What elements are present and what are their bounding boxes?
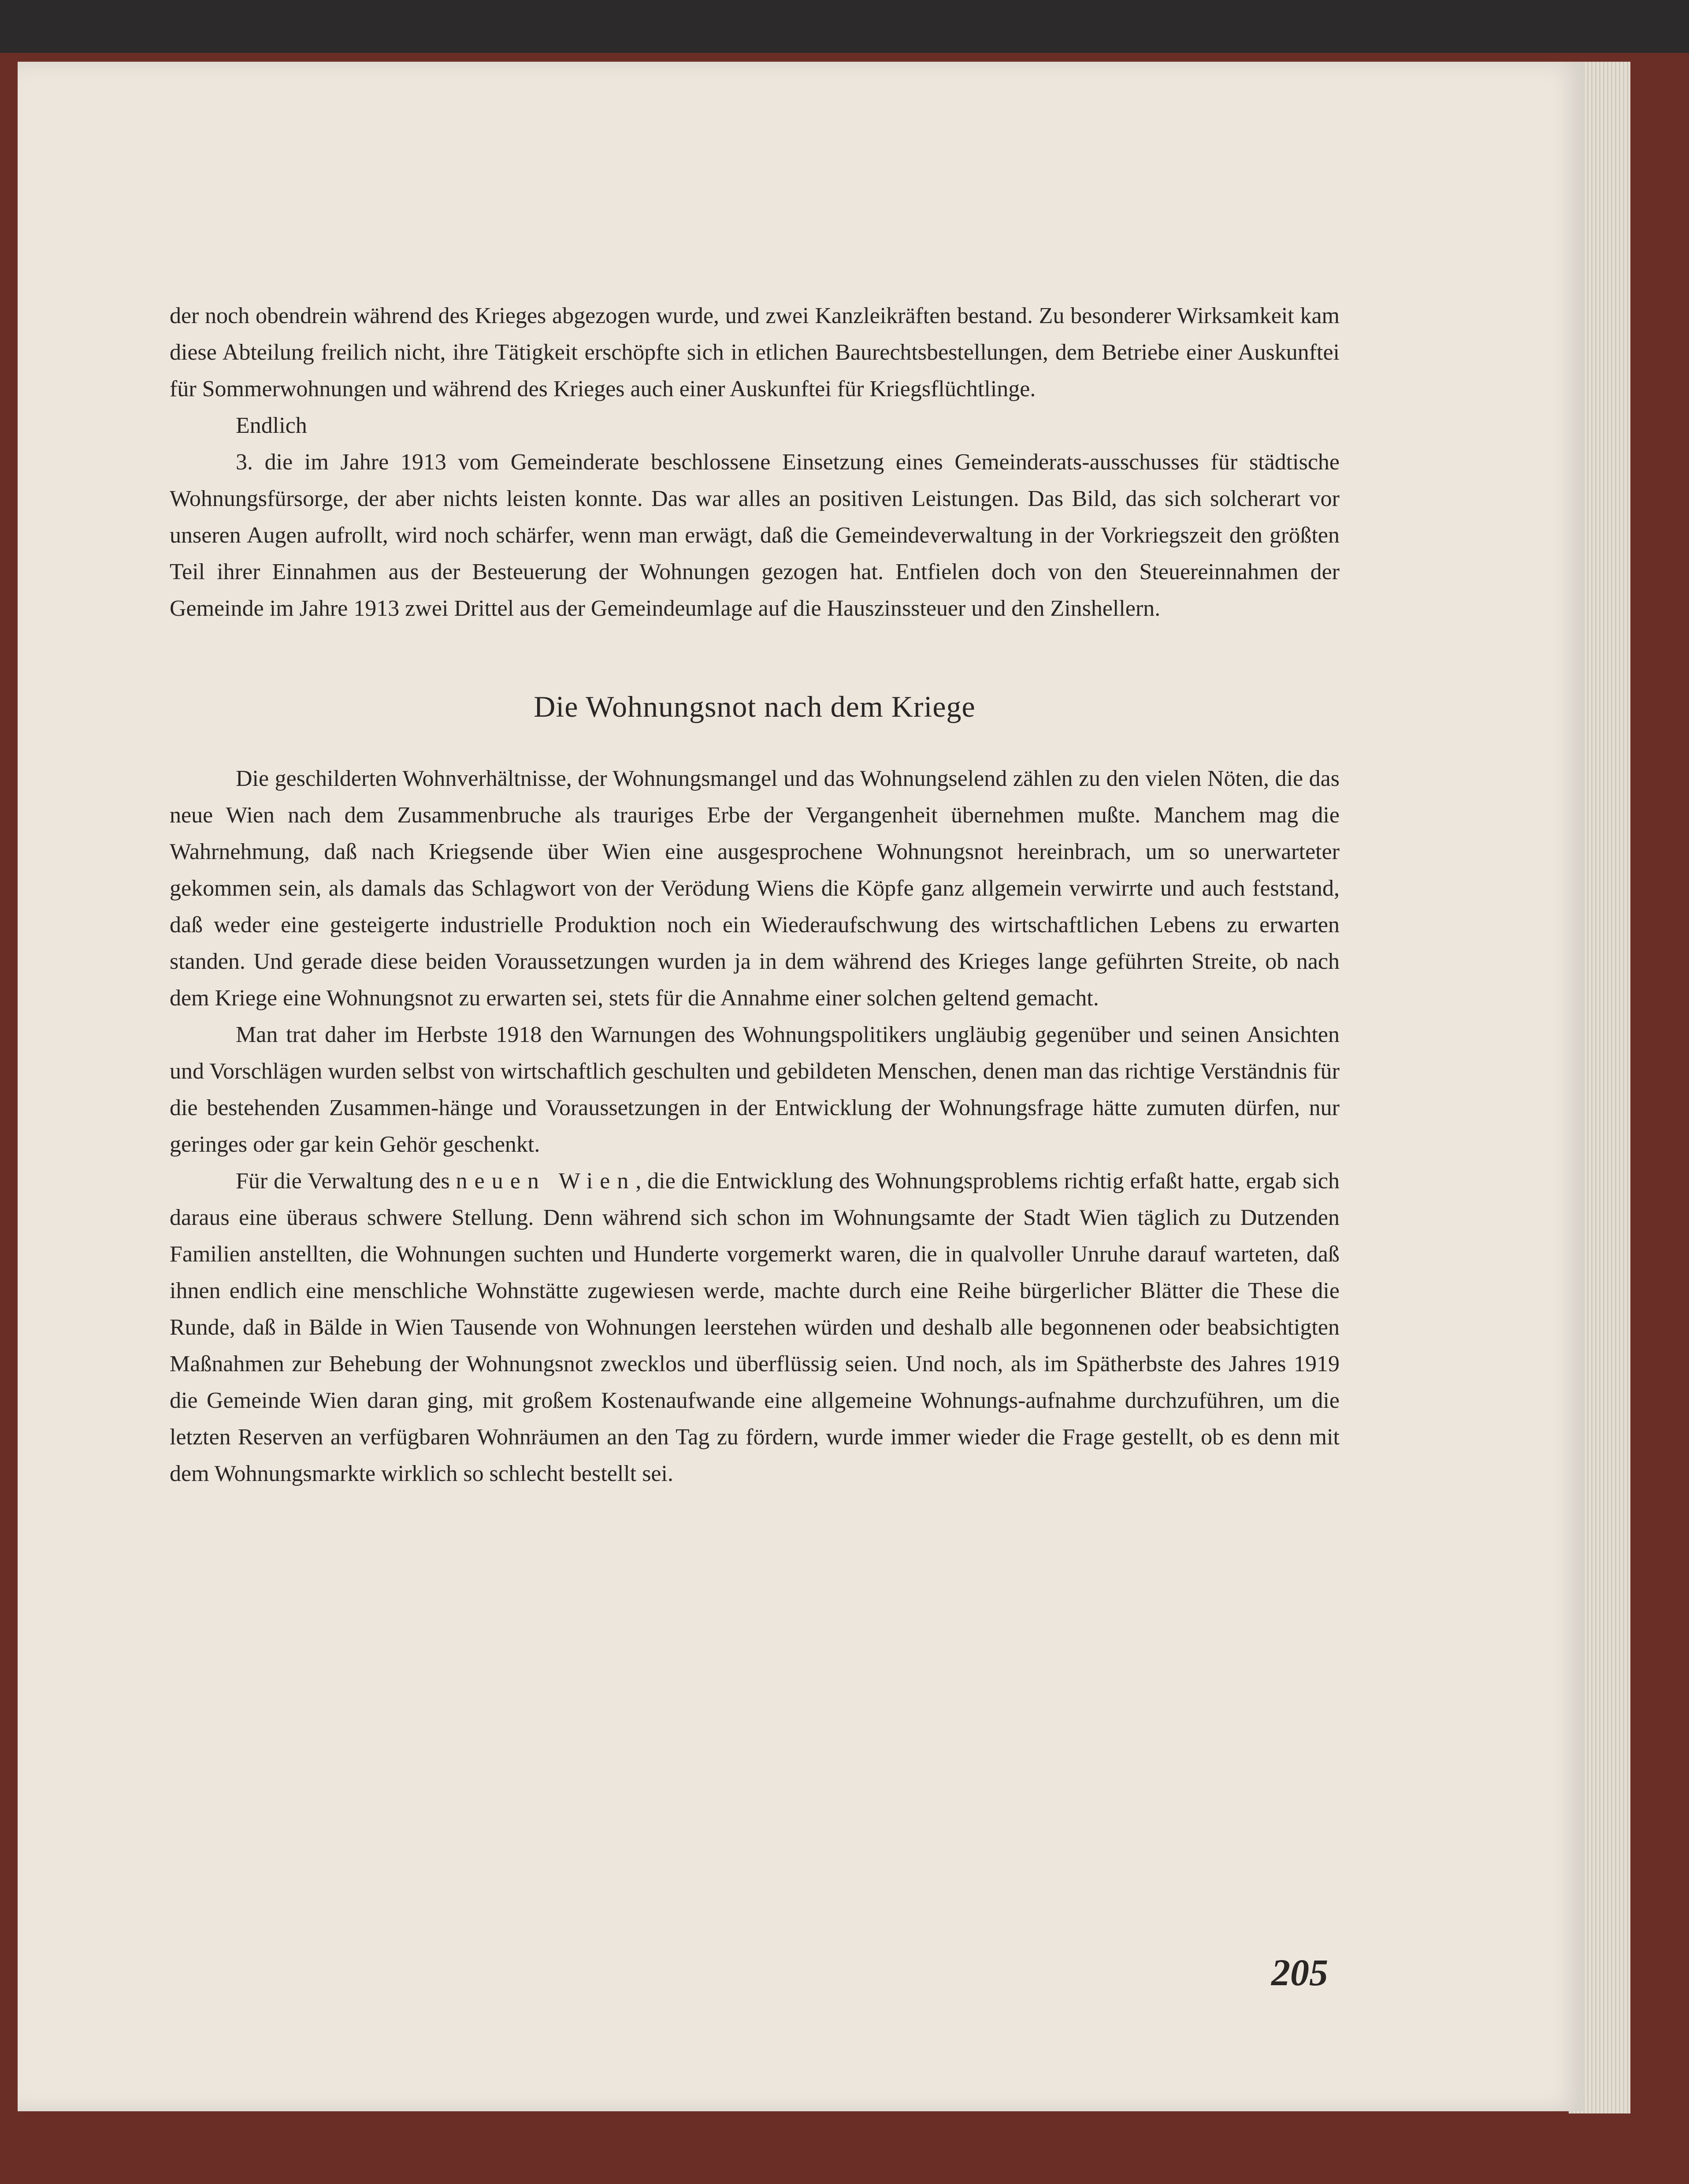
paragraph-2: Endlich — [236, 413, 307, 438]
section-heading: Die Wohnungsnot nach dem Kriege — [534, 690, 976, 723]
paragraph-6-rest: , die die Entwicklung des Wohnungsproblems richtig erfaßt hatte, ergab sich daraus eine überaus schwere Stellung. Denn während sich schon im Wohnungsamte der Stadt Wien täglich zu Dutzenden Familien anstellten, die Wohnungen suchten und Hunderte vorgemerkt waren, die in qualvoller Unruhe darauf warteten, daß ihnen endlich eine menschliche Wohnstätte zugewiesen werde, machte durch eine Reihe bürgerlicher Blätter die These die Runde, daß in Bälde in Wien Tausende von Wohnungen leerstehen würden und deshalb alle begonnenen oder beabsichtigten Maßnahmen zur Behebung der Wohnungsnot zwecklos und überflüssig seien. Und noch, als im Spätherbste des Jahres 1919 die Gemeinde Wien daran ging, mit großem Kostenaufwande eine allgemeine Wohnungs-aufnahme durchzuführen, um die letzten Reserven an verfügbaren Wohnräumen an den Tag zu fördern, wurde immer wieder die Frage gestellt, ob es denn mit dem Wohnungsmarkte wirklich so schlecht bestellt sei. — [170, 1168, 1340, 1486]
paragraph-6-emphasis: neuen Wien — [456, 1168, 636, 1194]
paragraph-6-start: Für die Verwaltung des — [236, 1168, 450, 1194]
page-number: 205 — [1271, 1951, 1328, 1994]
paragraph-6 — [170, 1163, 1340, 1492]
paragraph-3: 3. die im Jahre 1913 vom Gemeinderate beschlossene Einsetzung eines Gemeinderats-ausschusses für städtische Wohnungsfürsorge, der aber nichts leisten konnte. Das war alles an positiven Leistungen. Das Bild, das sich solcherart vor unseren Augen aufrollt, wird noch schärfer, wenn man erwägt, daß die Gemeindeverwaltung in der Vorkriegszeit den größten Teil ihrer Einnahmen aus der Besteuerung der Wohnungen gezogen hat. Entfielen doch von den Steuereinnahmen der Gemeinde im Jahre 1913 zwei Drittel aus der Gemeindeumlage auf die Hauszinssteuer und den Zinshellern. — [170, 450, 1340, 621]
paragraph-5: Man trat daher im Herbste 1918 den Warnungen des Wohnungspolitikers ungläubig gegenüber und seinen Ansichten und Vorschlägen wurden selbst von wirtschaftlich geschulten und gebildeten Menschen, denen man das richtige Verständnis für die bestehenden Zusammen-hänge und Voraussetzungen in der Entwicklung der Wohnungsfrage hätte zumuten dürfen, nur geringes oder gar kein Gehör geschenkt. — [170, 1022, 1340, 1157]
paragraph-1: der noch obendrein während des Krieges abgezogen wurde, und zwei Kanzleikräften bestand. Zu besonderer Wirksamkeit kam diese Abteilung freilich nicht, ihre Tätigkeit erschöpfte sich in etlichen Baurechtsbestellungen, dem Betriebe einer Auskunftei für Sommerwohnungen und während des Krieges auch einer Auskunftei für Kriegsflüchtlinge. — [170, 303, 1340, 402]
paragraph-4: Die geschilderten Wohnverhältnisse, der Wohnungsmangel und das Wohnungselend zählen zu den vielen Nöten, die das neue Wien nach dem Zusammenbruche als trauriges Erbe der Vergangenheit übernehmen mußte. Manchem mag die Wahrnehmung, daß nach Kriegsende über Wien eine ausgesprochene Wohnungsnot hereinbrach, um so unerwarteter gekommen sein, als damals das Schlagwort von der Verödung Wiens die Köpfe ganz allgemein verwirrte und auch feststand, daß weder eine gesteigerte industrielle Produktion noch ein Wiederaufschwung des wirtschaftlichen Lebens zu erwarten standen. Und gerade diese beiden Voraussetzungen wurden ja in dem während des Krieges lange geführten Streite, ob nach dem Kriege eine Wohnungsnot zu erwarten sei, stets für die Annahme einer solchen geltend gemacht. — [170, 766, 1340, 1011]
body-text — [170, 298, 1340, 1492]
book-page — [18, 62, 1584, 2111]
